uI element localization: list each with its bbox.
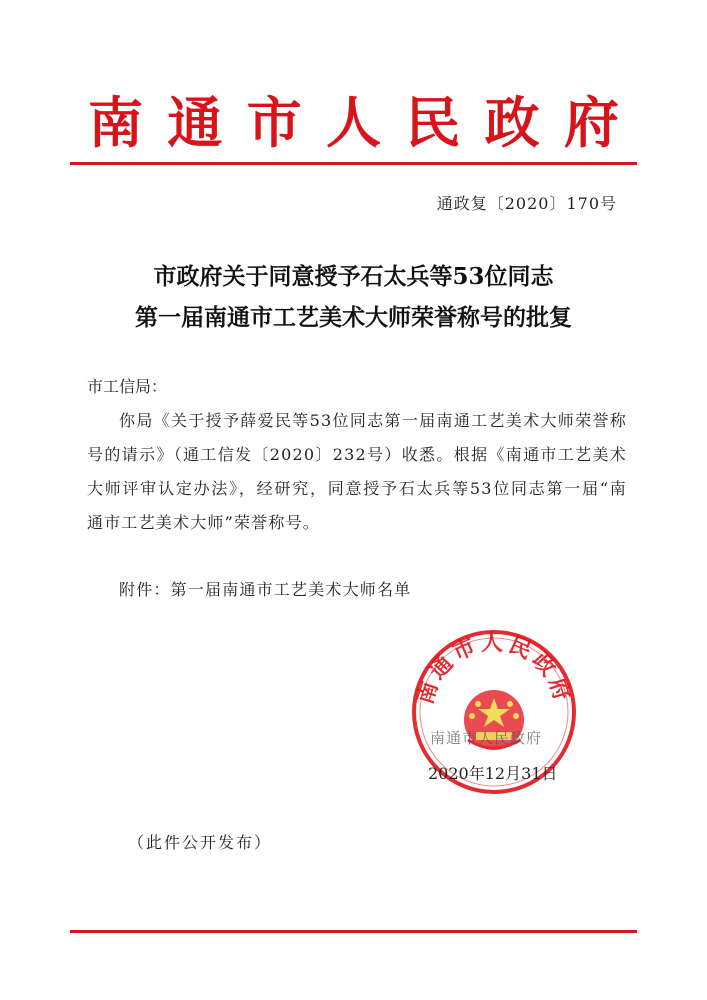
masthead-char: 人 <box>325 90 381 155</box>
top-red-rule <box>70 162 637 165</box>
title-line-2: 第一届南通市工艺美术大师荣誉称号的批复 <box>135 304 572 331</box>
body-paragraph: 你局《关于授予薛爱民等53位同志第一届南通工艺美术大师荣誉称号的请示》（通工信发〔2020〕232号）收悉。根据《南通市工艺美术大师评审认定办法》，经研究，同意授予石太兵等53位同志第一届“南通市工艺美术大师”荣誉称号。 <box>87 411 627 532</box>
document-number: 通政复〔2020〕170号 <box>436 194 617 213</box>
document-body <box>87 370 627 540</box>
masthead <box>70 86 637 160</box>
masthead-char: 府 <box>563 90 619 155</box>
masthead-char: 南 <box>88 90 144 155</box>
masthead-char: 通 <box>167 90 223 155</box>
issue-date: 2020年12月31日 <box>428 764 558 783</box>
bottom-red-rule <box>70 930 637 933</box>
masthead-char: 市 <box>246 90 302 155</box>
masthead-char: 政 <box>484 90 540 155</box>
attachment-line: 附件：第一届南通市工艺美术大师名单 <box>119 580 412 599</box>
signer: 南通市人民政府 <box>430 729 543 747</box>
addressee: 市工信局： <box>87 377 168 396</box>
masthead-char: 民 <box>405 90 461 155</box>
title-line-1: 市政府关于同意授予石太兵等53位同志 <box>153 263 554 290</box>
publish-note: （此件公开发布） <box>128 833 273 852</box>
svg-text:南通市人民政府: 南通市人民政府 <box>411 629 577 708</box>
document-title <box>70 256 637 338</box>
